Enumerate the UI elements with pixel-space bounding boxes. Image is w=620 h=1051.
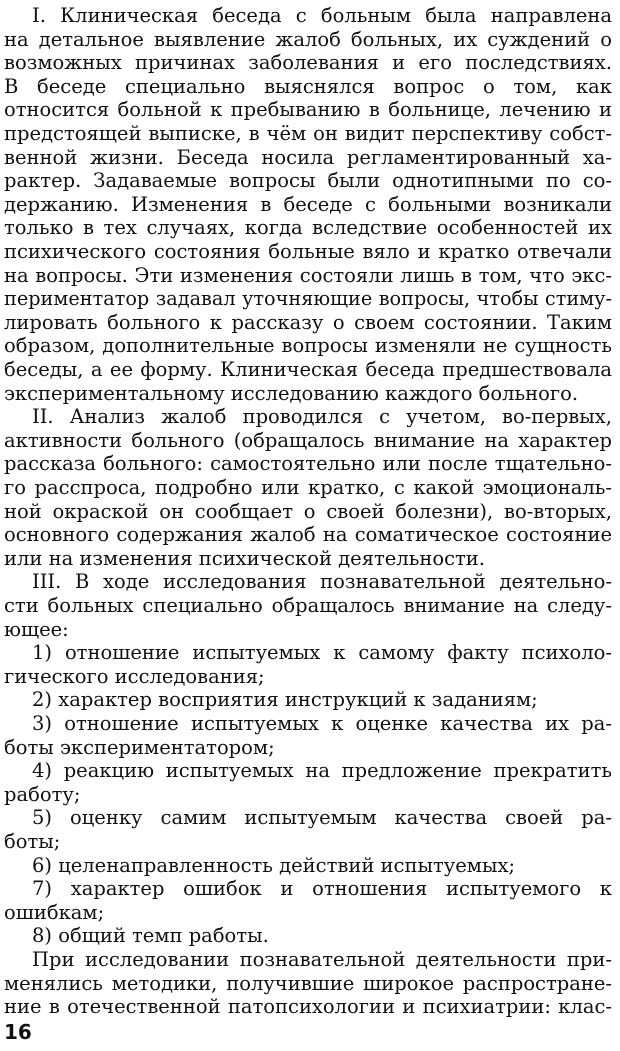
text-line: ющее: [4,617,69,641]
text-line: предстоящей выписке, в чём он видит перспективу собст- [4,122,612,145]
text-line: лировать больного к рассказу о своем состоянии. Таким [4,310,612,334]
list-item-line: 3) отношение испытуемых к оценке качества их ра- [32,712,612,735]
list-item-line: 6) целенаправленность действий испытуемых; [32,853,516,877]
text-line: II. Анализ жалоб проводился с учетом, во-первых, [32,405,612,429]
text-line: возможных причинах заболевания и его последствиях. [4,51,612,75]
text-line: периментатор задавал уточняющие вопросы, чтобы стиму- [4,287,612,311]
text-line: только в тех случаях, когда вследствие особенностей их [4,216,612,240]
list-item-line: боты; [4,830,61,853]
list-item-line: гического исследования; [4,664,265,688]
text-line: психического состояния больные вяло и кратко отвечали [4,240,612,263]
text-line: рактер. Задаваемые вопросы были однотипными по со- [4,169,612,193]
text-line: рассказа больного: самостоятельно или после тщательно- [4,452,612,476]
list-item-line: 2) характер восприятия инструкций к заданиям; [32,688,538,712]
list-item-line: работу; [4,782,81,806]
list-item-line: боты экспериментатором; [4,735,275,759]
text-line: относится больной к пребыванию в больнице, лечению и [4,98,612,122]
text-line: активности больного (обращалось внимание на характер [4,428,612,452]
text-line: экспериментальному исследованию каждого больного. [4,381,579,405]
text-line: При исследовании познавательной деятельности при- [32,948,612,971]
list-item-line: 1) отношение испытуемых к самому факту психоло- [32,641,612,665]
text-line: образом, дополнительные вопросы изменяли не сущность [4,334,612,358]
text-line: менялись методики, получившие широкое распростране- [4,971,612,995]
text-line: держанию. Изменения в беседе с больными возникали [4,192,612,216]
list-item-line: 5) оценку самим испытуемым качества своей ра- [32,806,612,830]
list-item-line: 4) реакцию испытуемых на предложение прекратить [32,759,612,783]
text-line: на детальное выявление жалоб больных, их суждений о [4,27,612,51]
text-line: го расспроса, подробно или кратко, с какой эмоциональ- [4,476,612,499]
text-line: В беседе специально выяснялся вопрос о том, как [4,74,612,98]
text-line: сти больных специально обращалось внимание на следу- [4,594,612,617]
text-line: на вопросы. Эти изменения состояли лишь в том, что экс- [4,263,612,287]
text-line: основного содержания жалоб на соматическое состояние [4,523,612,547]
text-line: венной жизни. Беседа носила регламентированный ха- [4,145,612,169]
text-line: или на изменения психической деятельности. [4,546,485,570]
text-line: I. Клиническая беседа с больным была направлена [32,4,612,27]
list-item-line: 8) общий темп работы. [32,924,269,948]
list-item-line: 7) характер ошибок и отношения испытуемого к [32,877,612,901]
text-line: ной окраской он сообщает о своей болезни), во-вторых, [4,499,612,523]
text-line: III. В ходе исследования познавательной деятельно- [32,570,612,594]
text-line: беседы, а ее форму. Клиническая беседа предшествовала [4,358,612,381]
page-number: 16 [4,1020,32,1044]
list-item-line: ошибкам; [4,900,105,924]
text-line: ние в отечественной патопсихологии и психиатрии: клас- [4,995,612,1019]
